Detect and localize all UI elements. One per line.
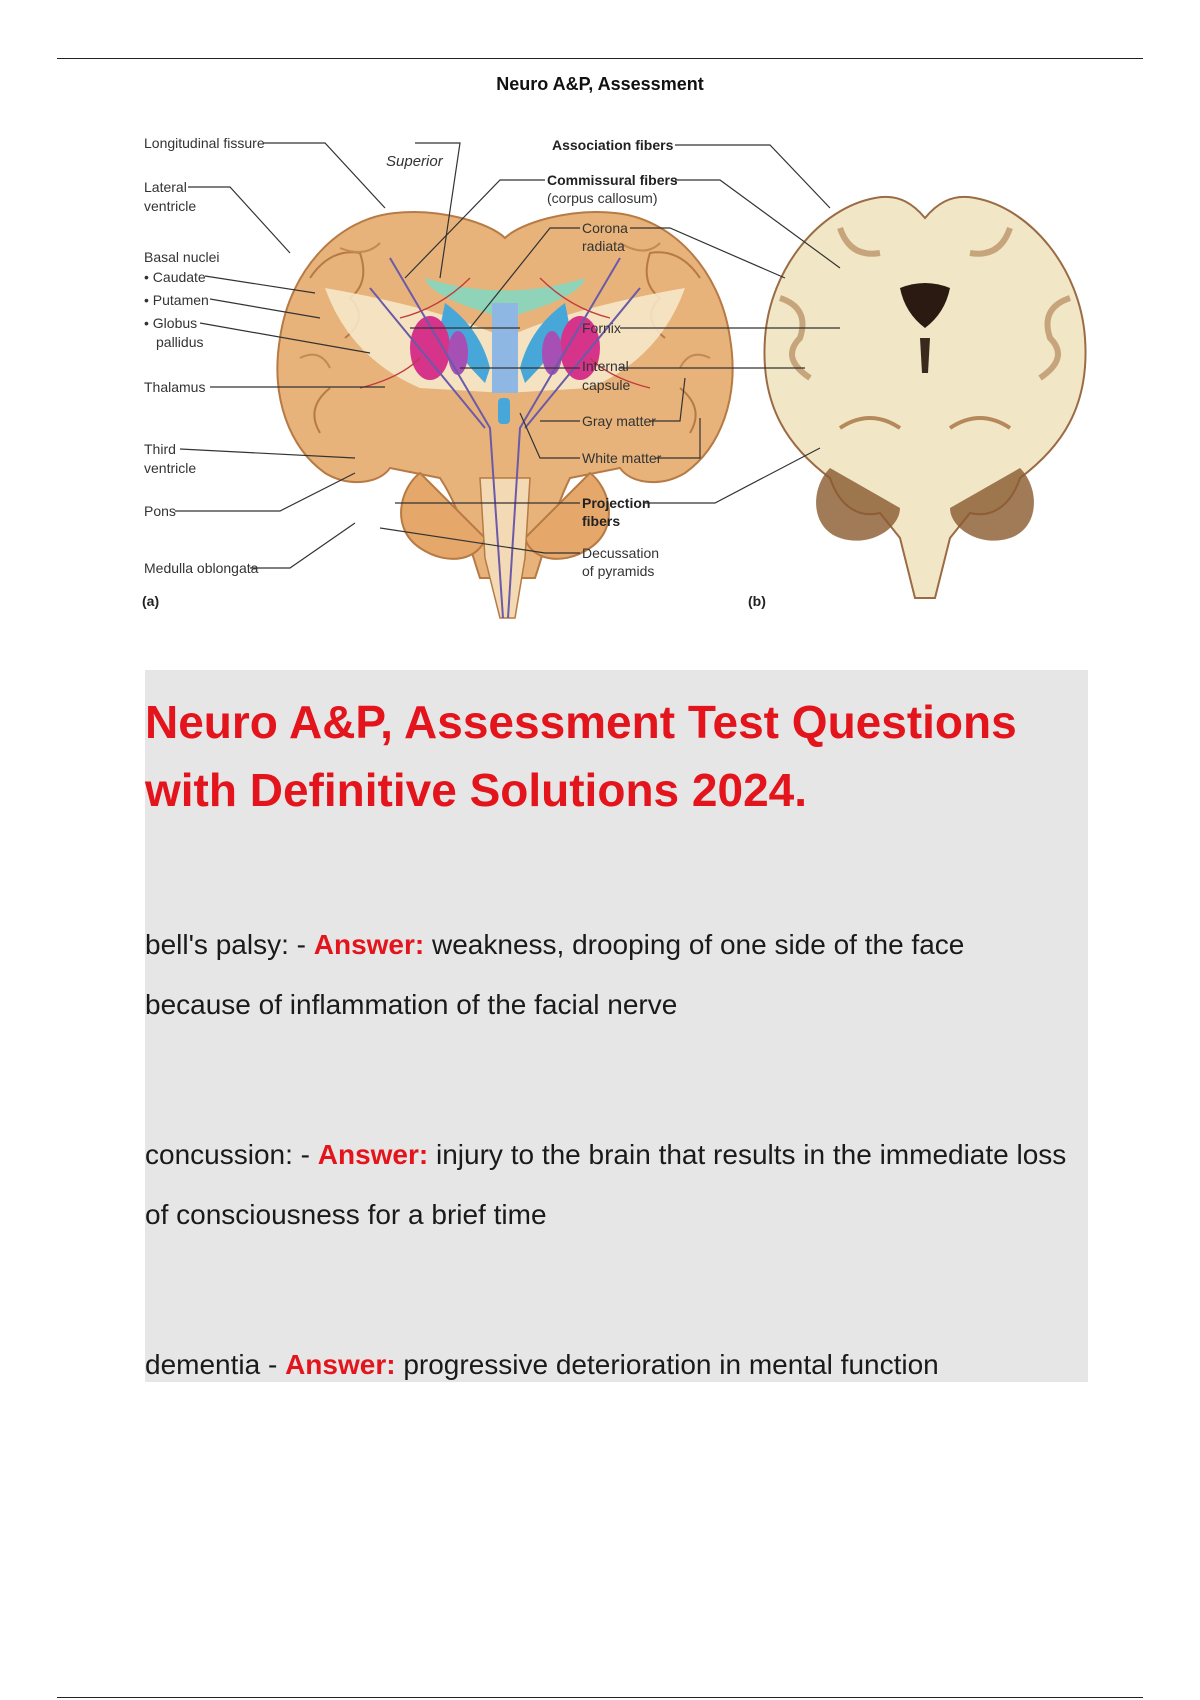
answer-label: Answer: <box>285 1349 396 1380</box>
label-pons: Pons <box>144 503 176 519</box>
brain-figure-svg <box>140 128 1100 663</box>
illustrated-brain-section <box>277 212 732 618</box>
label-pallidus: pallidus <box>156 334 204 350</box>
label-radiata: radiata <box>582 238 625 254</box>
label-medulla-oblongata: Medulla oblongata <box>144 560 259 576</box>
label-white-matter: White matter <box>582 450 662 466</box>
label-corpus-callosum: (corpus callosum) <box>547 190 658 206</box>
panel-a-label: (a) <box>142 593 160 609</box>
label-basal-nuclei: Basal nuclei <box>144 249 220 265</box>
label-of-pyramids: of pyramids <box>582 563 655 579</box>
label-fornix: Fornix <box>582 320 621 336</box>
qa-term: dementia - <box>145 1349 286 1380</box>
qa-answer: injury to the brain that results in the immediate loss of consciousness for a brief time <box>145 1139 1067 1230</box>
label-corona: Corona <box>582 220 628 236</box>
label-fibers: fibers <box>582 513 621 529</box>
qa-term: bell's palsy: - <box>145 929 314 960</box>
running-header: Neuro A&P, Assessment <box>496 74 704 94</box>
label-ventricle: ventricle <box>144 198 197 214</box>
label-lateral: Lateral <box>144 179 187 195</box>
label-association-fibers: Association fibers <box>552 137 674 153</box>
label-commissural-fibers: Commissural fibers <box>547 172 678 188</box>
photographed-brain-section <box>764 197 1085 598</box>
qa-term: concussion: - <box>145 1139 318 1170</box>
answer-label: Answer: <box>317 1139 429 1170</box>
label-third-ventricle: ventricle <box>144 460 197 476</box>
panel-b-label: (b) <box>748 593 766 609</box>
qa-answer: progressive deterioration in mental function <box>403 1349 939 1380</box>
footer-rule <box>57 1697 1143 1698</box>
page-title: Neuro A&P, Assessment Test Questions with Definitive Solutions 2024. <box>145 696 1017 816</box>
qa-answer: weakness, drooping of one side of the face because of inflammation of the facial nerve <box>145 929 965 1020</box>
qa-item <box>145 915 1075 1035</box>
label-putamen: • Putamen <box>144 292 209 308</box>
label-capsule: capsule <box>582 377 631 393</box>
label-decussation: Decussation <box>582 545 660 561</box>
label-projection: Projection <box>582 495 651 511</box>
label-gray-matter: Gray matter <box>582 413 656 429</box>
label-internal: Internal <box>582 358 629 374</box>
label-caudate: • Caudate <box>144 269 206 285</box>
label-longitudinal-fissure: Longitudinal fissure <box>144 135 265 151</box>
label-third: Third <box>144 441 176 457</box>
label-superior: Superior <box>386 153 443 170</box>
label-globus: • Globus <box>144 315 198 331</box>
answer-label: Answer: <box>313 929 425 960</box>
brain-anatomy-figure <box>140 128 1100 663</box>
label-thalamus: Thalamus <box>144 379 206 395</box>
qa-item <box>145 1335 1075 1395</box>
header-rule <box>57 58 1143 59</box>
qa-item <box>145 1125 1075 1245</box>
